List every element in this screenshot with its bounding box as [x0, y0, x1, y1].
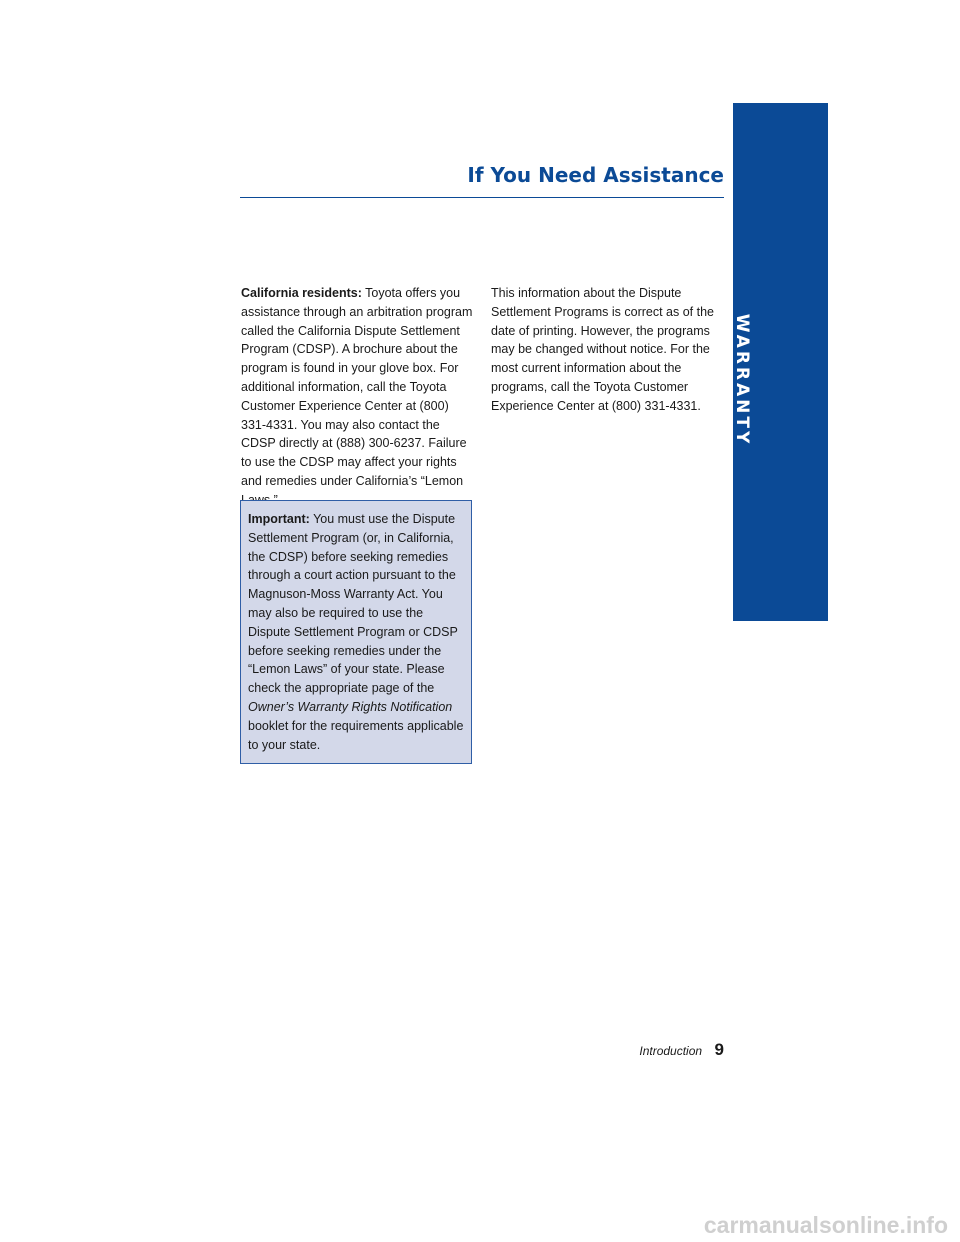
right-column-body: This information about the Dispute Settlement Programs is correct as of the date of printing. However, the programs may be changed without notice. For the most current information about the programs, call the Toyota Customer Experience Center at (800) 331-4331. — [491, 286, 715, 413]
california-residents-lead: California residents: — [241, 286, 362, 300]
important-body-after: booklet for the requirements applicable to your state. — [248, 718, 464, 752]
important-body-before: You must use the Dispute Settlement Program (or, in California, the CDSP) before seeking remedies through a court action pursuant to the Magnuson-Moss Warranty Act. You may also be required to use the Dispute Settlement Program or CDSP before seeking remedies under the “Lemon Laws” of your state. Please check the appropriate page of the — [248, 512, 458, 696]
side-tab-label: WARRANTY — [732, 313, 752, 447]
page-footer — [639, 1040, 724, 1060]
right-column — [491, 284, 717, 416]
left-column — [241, 284, 473, 510]
important-notice-text — [248, 510, 468, 754]
important-notice-box — [240, 500, 472, 764]
watermark: carmanualsonline.info — [703, 1212, 948, 1238]
important-lead: Important: — [248, 512, 310, 526]
page-number: 9 — [714, 1040, 724, 1059]
page-title: If You Need Assistance — [467, 163, 724, 187]
title-divider — [240, 197, 724, 198]
california-residents-body: Toyota offers you assistance through an arbitration program called the California Dispute Settlement Program (CDSP). A brochure about the program is found in your glove box. For additional information, call the Toyota Customer Experience Center at (800) 331-4331. You may also contact the CDSP directly at (888) 300-6237. Failure to use the CDSP may affect your rights and remedies under California’s “Lemon — [241, 286, 473, 488]
footer-section-name: Introduction — [639, 1044, 703, 1058]
booklet-title: Owner’s Warranty Rights Notification — [248, 699, 453, 714]
